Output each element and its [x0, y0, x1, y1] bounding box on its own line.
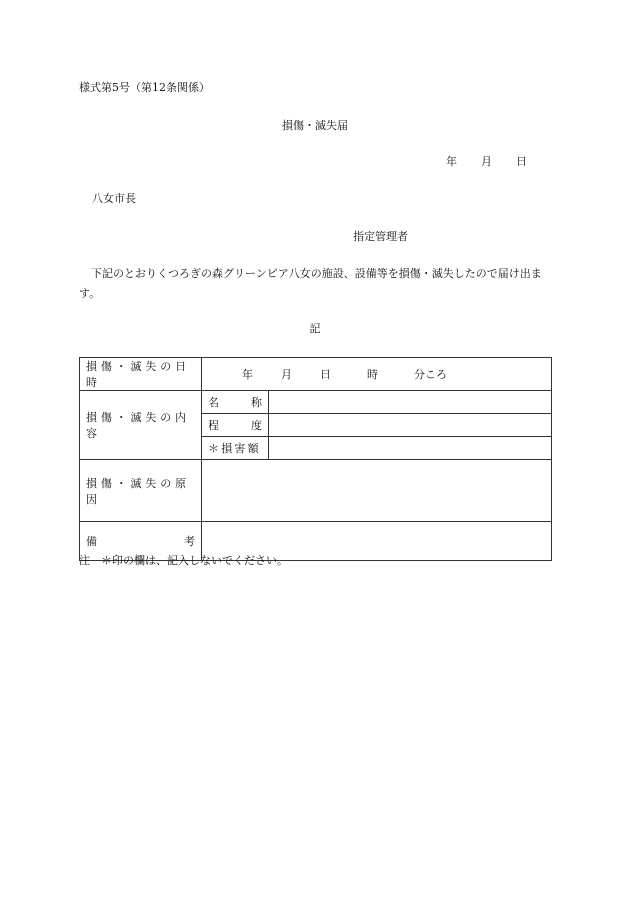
remarks-label: 備 考 — [80, 522, 202, 561]
datetime-row — [80, 358, 552, 391]
addressee: 八女市長 — [92, 192, 136, 205]
form-number: 様式第5号（第12条関係） — [79, 81, 210, 94]
degree-label: 程 度 — [202, 414, 269, 437]
datetime-label: 損傷・滅失の日時 — [80, 358, 202, 391]
content-label: 損傷・滅失の内容 — [80, 391, 202, 460]
cause-field[interactable] — [202, 460, 552, 522]
sender-label: 指定管理者 — [353, 230, 408, 243]
datetime-hour: 時 — [367, 368, 378, 381]
ki-heading: 記 — [309, 322, 321, 335]
datetime-minute: 分ころ — [414, 368, 447, 381]
date-month: 月 — [481, 155, 492, 168]
name-field[interactable] — [269, 391, 552, 414]
footnote: 注 ＊印の欄は、記入しないでください。 — [79, 554, 288, 567]
damage-field[interactable] — [269, 437, 552, 460]
submission-date — [446, 155, 527, 169]
date-day: 日 — [516, 155, 527, 168]
content-row-name — [80, 391, 552, 414]
datetime-field[interactable] — [202, 358, 552, 391]
report-table — [79, 357, 552, 561]
body-text: 下記のとおりくつろぎの森グリーンピア八女の施設、設備等を損傷・滅失したので届け出ます。 — [79, 267, 542, 300]
datetime-day: 日 — [320, 368, 331, 381]
name-label: 名 称 — [202, 391, 269, 414]
degree-field[interactable] — [269, 414, 552, 437]
date-year: 年 — [446, 155, 457, 168]
datetime-month: 月 — [281, 368, 292, 381]
cause-row — [80, 460, 552, 522]
datetime-year: 年 — [242, 368, 253, 381]
cause-label: 損傷・滅失の原因 — [80, 460, 202, 522]
damage-label: ＊損害額 — [202, 437, 269, 460]
document-title: 損傷・滅失届 — [282, 119, 348, 132]
